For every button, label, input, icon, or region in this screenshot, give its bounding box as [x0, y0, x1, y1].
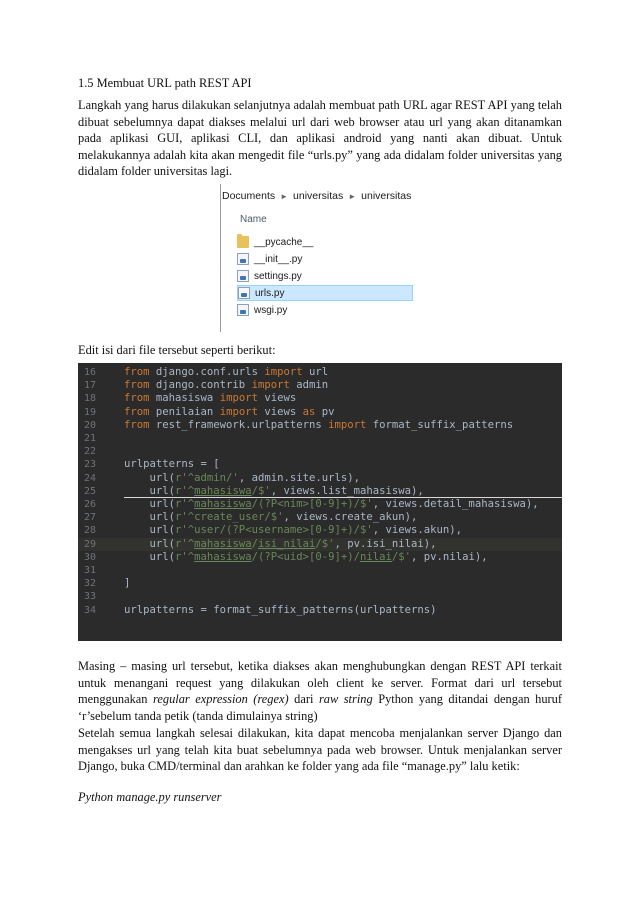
file-row-selected[interactable] [237, 285, 413, 301]
line-number: 16 [84, 367, 97, 378]
python-file-icon [237, 253, 249, 265]
code-line [78, 590, 562, 603]
line-number: 20 [84, 419, 97, 431]
code-text: from rest_framework.urlpatterns import format_suffix_patterns [124, 418, 514, 431]
code-text: url(r'^mahasiswa/isi_nilai/$', pv.isi_nilai), [124, 537, 437, 550]
line-number: 18 [84, 393, 97, 405]
file-name: settings.py [254, 270, 302, 282]
code-line [78, 432, 562, 445]
editor-guide-line [124, 497, 562, 498]
code-text: url(r'^admin/', admin.site.urls), [124, 471, 360, 484]
code-text: from mahasiswa import views [124, 392, 297, 405]
code-line [78, 604, 562, 617]
column-header-name[interactable]: Name [240, 214, 267, 225]
line-number: 22 [84, 446, 97, 458]
explanation-text-2: dari [288, 692, 319, 707]
chevron-right-icon: ► [348, 192, 357, 201]
code-line [78, 392, 562, 405]
explanation-text-1: Masing – masing url tersebut, ketika diakses akan menghubungkan dengan REST API terkait untuk menangani request yang dilakukan oleh client ke server. Format dari url tersebut menggunakan [78, 659, 562, 707]
code-text: url(r'^user/(?P<username>[0-9]+)/$', views.akun), [124, 524, 463, 537]
python-file-icon [237, 304, 249, 316]
file-name: wsgi.py [254, 304, 288, 316]
line-number: 28 [84, 525, 97, 537]
intro-paragraph: Langkah yang harus dilakukan selanjutnya adalah membuat path URL agar REST API yang telah dibuat sebelumnya dapat diakses melalui url dari web browser atau url yang akan ditanamkan pada aplikasi GUI, aplikasi CLI, dan aplikasi android yang nanti akan dibuat. Untuk melakukannya adalah kita akan mengedit file “urls.py” yang ada didalam folder universitas yang didalam folder universitas lagi. [78, 98, 562, 179]
file-explorer-screenshot [220, 184, 420, 332]
explorer-pane-divider [220, 184, 221, 332]
code-line [78, 498, 562, 511]
code-line [78, 551, 562, 564]
code-text: ] [124, 577, 131, 590]
code-line [78, 511, 562, 524]
line-number: 24 [84, 472, 97, 484]
code-line [78, 577, 562, 590]
code-text: urlpatterns = format_suffix_patterns(urlpatterns) [124, 603, 437, 616]
code-text: from django.contrib import admin [124, 379, 329, 392]
code-text: url(r'^mahasiswa/$', views.list_mahasiswa), [124, 484, 424, 497]
regex-term: regular expression (regex) [153, 692, 289, 707]
code-text: url(r'^mahasiswa/(?P<uid>[0-9]+)/nilai/$', pv.nilai), [124, 550, 488, 563]
breadcrumb [222, 190, 411, 202]
code-line [78, 472, 562, 485]
python-file-icon [238, 287, 250, 299]
line-number: 33 [84, 591, 97, 603]
code-text: url(r'^create_user/$', views.create_akun), [124, 511, 418, 524]
code-line [78, 538, 562, 551]
code-line [78, 445, 562, 458]
explanation-paragraph [78, 658, 562, 724]
line-number: 34 [84, 604, 97, 616]
line-number: 26 [84, 499, 97, 510]
file-row[interactable] [237, 234, 413, 250]
line-number: 17 [84, 380, 97, 392]
code-line [78, 485, 562, 498]
breadcrumb-item[interactable]: universitas [361, 190, 412, 202]
code-text: url(r'^mahasiswa/(?P<nim>[0-9]+)/$', views.detail_mahasiswa), [124, 498, 539, 510]
raw-string-term: raw string [318, 692, 373, 707]
file-name: urls.py [255, 287, 285, 299]
code-line [78, 564, 562, 577]
breadcrumb-item[interactable]: universitas [293, 190, 344, 202]
line-number: 32 [84, 578, 97, 590]
run-server-paragraph: Setelah semua langkah selesai dilakukan, kita dapat mencoba menjalankan server Django dan mengakses url yang telah kita buat sebelumnya pada web browser. Untuk menjalankan server Django, buka CMD/terminal dan arahkan ke folder yang ada file “manage.py” lalu ketik: [78, 726, 562, 774]
code-line [78, 458, 562, 471]
edit-instruction: Edit isi dari file tersebut seperti berikut: [78, 343, 276, 357]
code-text: from penilaian import views as pv [124, 405, 335, 418]
file-name: __init__.py [254, 253, 303, 265]
python-file-icon [237, 270, 249, 282]
line-number: 21 [84, 433, 97, 444]
runserver-command: Python manage.py runserver [78, 790, 222, 804]
explanation-text-3: Python yang ditandai dengan huruf ‘r’sebelum tanda petik (tanda dimulainya string) [78, 692, 562, 723]
line-number: 31 [84, 565, 97, 576]
code-line [78, 379, 562, 392]
folder-icon [237, 236, 249, 248]
code-line [78, 524, 562, 537]
file-row[interactable] [237, 302, 413, 318]
line-number: 25 [84, 485, 97, 497]
code-line [78, 406, 562, 419]
line-number: 19 [84, 406, 97, 418]
section-heading: 1.5 Membuat URL path REST API [78, 76, 252, 90]
file-row[interactable] [237, 268, 413, 284]
code-line [78, 419, 562, 432]
line-number: 30 [84, 551, 97, 563]
line-number: 27 [84, 512, 97, 524]
line-number: 23 [84, 459, 97, 471]
file-row[interactable] [237, 251, 413, 267]
file-name: __pycache__ [254, 236, 314, 248]
code-editor-screenshot [78, 363, 562, 641]
code-text: from django.conf.urls import url [124, 366, 329, 378]
breadcrumb-item[interactable]: Documents [222, 190, 276, 202]
code-text: urlpatterns = [ [124, 458, 220, 471]
chevron-right-icon: ► [280, 192, 289, 201]
code-line [78, 366, 562, 379]
line-number: 29 [84, 538, 97, 550]
